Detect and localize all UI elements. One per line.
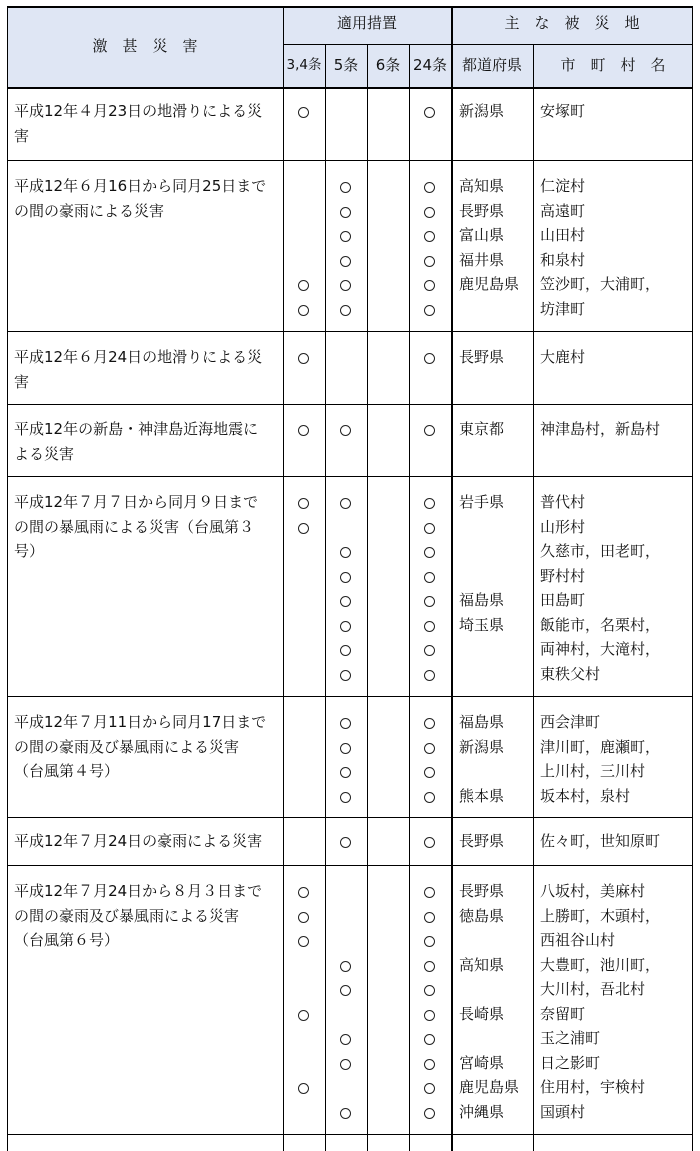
municipality: 玉之浦町 — [540, 1029, 601, 1047]
applied-mark — [424, 936, 435, 947]
applied-mark — [424, 670, 435, 681]
disaster-name-line: 平成12年６月16日から同月25日まで — [14, 177, 267, 195]
applied-mark — [424, 767, 435, 778]
applied-mark — [340, 207, 351, 218]
municipality: 久慈市，田老町， — [540, 542, 661, 560]
row-separator — [7, 696, 693, 697]
header-prefecture: 都道府県 — [461, 56, 522, 74]
applied-mark — [340, 596, 351, 607]
disaster-name-line: 平成12年４月23日の地滑りによる災 — [14, 102, 263, 120]
divider-col5 — [325, 44, 326, 1151]
prefecture: 高知県 — [459, 177, 505, 195]
applied-mark — [424, 305, 435, 316]
prefecture: 長野県 — [459, 348, 505, 366]
municipality: 奈留町 — [540, 1004, 586, 1023]
header-divider-bottom — [7, 87, 693, 89]
disaster-name-line: の間の豪雨及び暴風雨による災害 — [14, 737, 240, 756]
applied-mark — [424, 207, 435, 218]
disaster-name-line: 平成12年の新島・神津島近海地震に — [14, 420, 259, 438]
prefecture: 沖縄県 — [459, 1102, 505, 1121]
municipality: 坊津町 — [540, 299, 586, 318]
applied-mark — [424, 887, 435, 898]
disaster-name-line: よる災害 — [14, 444, 75, 463]
border-top — [7, 6, 693, 8]
applied-mark — [340, 256, 351, 267]
municipality: 大豊町，池川町， — [540, 955, 661, 974]
row-separator — [7, 817, 693, 818]
header-col-6: 6条 — [375, 56, 401, 74]
applied-mark — [340, 1108, 351, 1119]
applied-mark — [340, 1059, 351, 1070]
row-separator — [7, 476, 693, 477]
municipality: 住用村，宇検村 — [540, 1078, 646, 1096]
row-separator — [7, 404, 693, 405]
applied-mark — [340, 425, 351, 436]
header-divider-mid — [283, 44, 693, 45]
municipality: 安塚町 — [540, 102, 586, 120]
disaster-name-line: （台風第４号） — [14, 762, 120, 780]
municipality: 笠沙町，大浦町， — [540, 275, 661, 293]
applied-mark — [298, 887, 309, 898]
applied-mark — [424, 572, 435, 583]
applied-mark — [424, 792, 435, 803]
applied-mark — [340, 182, 351, 193]
divider-col6 — [367, 44, 368, 1151]
row-separator — [7, 1134, 693, 1135]
prefecture: 長野県 — [459, 882, 505, 900]
prefecture: 熊本県 — [459, 786, 505, 805]
applied-mark — [424, 498, 435, 509]
prefecture: 新潟県 — [459, 102, 505, 120]
header-areas: 主 な 被 災 地 — [504, 14, 640, 32]
disaster-name-line: 平成12年７月24日の豪雨による災害 — [14, 832, 263, 850]
prefecture: 高知県 — [459, 955, 505, 974]
municipality: 国頭村 — [540, 1102, 586, 1121]
disaster-name-line: （台風第６号） — [14, 931, 120, 949]
applied-mark — [340, 305, 351, 316]
applied-mark — [424, 1083, 435, 1094]
applied-mark — [340, 498, 351, 509]
disaster-name-line: 平成12年７月11日から同月17日まで — [14, 713, 267, 731]
applied-mark — [298, 305, 309, 316]
applied-mark — [424, 718, 435, 729]
prefecture: 東京都 — [459, 420, 505, 438]
divider-pref — [533, 44, 534, 1151]
applied-mark — [298, 425, 309, 436]
applied-mark — [298, 107, 309, 118]
municipality: 仁淀村 — [540, 177, 586, 195]
disaster-name-line: の間の豪雨による災害 — [14, 201, 165, 220]
prefecture: 長野県 — [459, 201, 505, 220]
applied-mark — [424, 547, 435, 558]
applied-mark — [424, 231, 435, 242]
applied-mark — [298, 936, 309, 947]
header-col-34: 3,4条 — [286, 57, 322, 73]
applied-mark — [298, 1083, 309, 1094]
applied-mark — [424, 912, 435, 923]
applied-mark — [424, 425, 435, 436]
municipality: 田島町 — [540, 591, 586, 609]
municipality: 西会津町 — [540, 713, 601, 731]
applied-mark — [340, 670, 351, 681]
prefecture: 宮崎県 — [459, 1053, 505, 1072]
header-municipality: 市 町 村 名 — [560, 56, 666, 74]
prefecture: 徳島県 — [459, 906, 505, 925]
header-col-24: 24条 — [412, 56, 448, 74]
municipality: 和泉村 — [540, 250, 586, 269]
border-right — [692, 6, 693, 1151]
municipality: 八坂村，美麻村 — [540, 882, 646, 900]
municipality: 神津島村，新島村 — [540, 420, 661, 438]
disaster-table — [7, 6, 693, 1151]
applied-mark — [424, 523, 435, 534]
applied-mark — [298, 280, 309, 291]
border-left — [7, 6, 8, 1151]
row-separator — [7, 160, 693, 161]
applied-mark — [424, 1108, 435, 1119]
applied-mark — [340, 621, 351, 632]
divider-areas — [451, 6, 453, 1151]
applied-mark — [340, 572, 351, 583]
disaster-name-line: 害 — [14, 372, 30, 391]
applied-mark — [340, 718, 351, 729]
municipality: 坂本村，泉村 — [540, 786, 631, 805]
applied-mark — [424, 280, 435, 291]
municipality: 津川町，鹿瀬町， — [540, 737, 661, 756]
applied-mark — [340, 1034, 351, 1045]
prefecture: 長野県 — [459, 832, 505, 850]
applied-mark — [424, 621, 435, 632]
municipality: 山田村 — [540, 226, 586, 244]
applied-mark — [340, 792, 351, 803]
applied-mark — [424, 837, 435, 848]
prefecture: 埼玉県 — [459, 615, 505, 634]
disaster-name-line: 害 — [14, 126, 30, 145]
municipality: 日之影町 — [540, 1053, 601, 1072]
applied-mark — [340, 645, 351, 656]
disaster-name-line: の間の暴風雨による災害（台風第３ — [14, 517, 255, 536]
applied-mark — [424, 107, 435, 118]
divider-col24 — [409, 44, 410, 1151]
applied-mark — [298, 353, 309, 364]
municipality: 普代村 — [540, 493, 586, 511]
applied-mark — [298, 912, 309, 923]
applied-mark — [340, 547, 351, 558]
municipality: 大鹿村 — [540, 348, 586, 366]
applied-mark — [424, 961, 435, 972]
prefecture: 長崎県 — [459, 1004, 505, 1023]
header-col-5: 5条 — [333, 56, 359, 74]
prefecture: 福井県 — [459, 250, 505, 269]
applied-mark — [424, 353, 435, 364]
applied-mark — [424, 985, 435, 996]
municipality: 大川村，吾北村 — [540, 980, 646, 998]
applied-mark — [424, 645, 435, 656]
row-separator — [7, 865, 693, 866]
prefecture: 新潟県 — [459, 737, 505, 756]
prefecture: 福島県 — [459, 591, 505, 609]
applied-mark — [424, 1034, 435, 1045]
prefecture: 富山県 — [459, 226, 505, 244]
municipality: 西祖谷山村 — [540, 931, 616, 949]
header-measures: 適用措置 — [336, 14, 397, 32]
applied-mark — [340, 837, 351, 848]
row-separator — [7, 331, 693, 332]
municipality: 両神村，大滝村， — [540, 640, 661, 658]
applied-mark — [424, 1059, 435, 1070]
applied-mark — [298, 523, 309, 534]
prefecture: 福島県 — [459, 713, 505, 731]
applied-mark — [340, 961, 351, 972]
applied-mark — [340, 767, 351, 778]
applied-mark — [424, 182, 435, 193]
applied-mark — [340, 280, 351, 291]
applied-mark — [298, 498, 309, 509]
applied-mark — [424, 743, 435, 754]
applied-mark — [424, 256, 435, 267]
applied-mark — [298, 1010, 309, 1021]
applied-mark — [424, 596, 435, 607]
divider-name — [283, 6, 284, 1151]
municipality: 上勝町，木頭村， — [540, 906, 661, 925]
municipality: 上川村，三川村 — [540, 762, 646, 780]
prefecture: 鹿児島県 — [459, 1078, 520, 1096]
header-disaster: 激 甚 災 害 — [92, 37, 198, 55]
applied-mark — [424, 1010, 435, 1021]
municipality: 飯能市，名栗村， — [540, 615, 661, 634]
disaster-name-line: の間の豪雨及び暴風雨による災害 — [14, 906, 240, 925]
municipality: 山形村 — [540, 517, 586, 536]
municipality: 東秩父村 — [540, 664, 601, 683]
disaster-name-line: 号） — [14, 542, 45, 560]
prefecture: 岩手県 — [459, 493, 505, 511]
municipality: 高遠町 — [540, 201, 586, 220]
applied-mark — [340, 231, 351, 242]
disaster-name-line: 平成12年６月24日の地滑りによる災 — [14, 348, 263, 366]
disaster-name-line: 平成12年７月24日から８月３日まで — [14, 882, 263, 900]
municipality: 佐々町，世知原町 — [540, 832, 661, 850]
applied-mark — [340, 985, 351, 996]
disaster-name-line: 平成12年７月７日から同月９日まで — [14, 493, 259, 511]
applied-mark — [340, 743, 351, 754]
municipality: 野村村 — [540, 566, 586, 585]
prefecture: 鹿児島県 — [459, 275, 520, 293]
